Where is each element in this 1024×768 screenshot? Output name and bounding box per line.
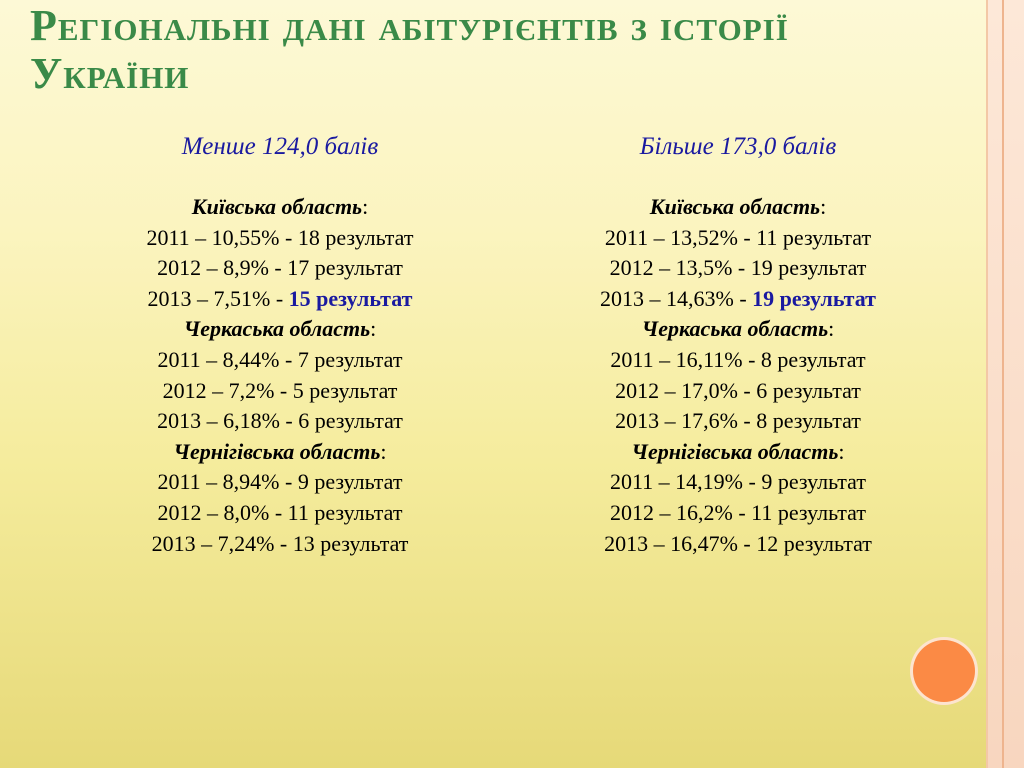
region-name: Черкаська область xyxy=(641,316,829,342)
column-heading: Менше 124,0 балів xyxy=(181,133,379,160)
column-below-124 xyxy=(45,130,515,559)
stat-row: 2012 – 7,2% - 5 результат xyxy=(162,377,398,403)
stat-result: 5 результат xyxy=(292,377,398,403)
slide-side-border xyxy=(986,0,1024,768)
stat-row: 2013 – 6,18% - 6 результат xyxy=(157,408,403,434)
slide-title: Регіональні дані абітурієнтів з історії України xyxy=(30,1,789,98)
stat-row: 2013 – 14,63% - 19 результат xyxy=(600,285,876,311)
stat-percent: 16,2% xyxy=(675,499,733,525)
region-heading: Чернігівська область: xyxy=(173,438,387,464)
column-body xyxy=(503,192,973,559)
region-heading: Черкаська область: xyxy=(641,316,835,342)
stat-percent: 16,11% xyxy=(675,346,743,372)
region-name: Чернігівська область xyxy=(173,438,381,464)
stat-row: 2013 – 17,6% - 8 результат xyxy=(615,408,861,434)
column-above-173 xyxy=(503,130,973,559)
stat-result: 6 результат xyxy=(298,408,403,434)
stat-year: 2011 xyxy=(610,346,654,372)
region-heading: Київська область: xyxy=(191,194,369,219)
stat-result: 19 результат xyxy=(750,255,867,281)
stat-row: 2013 – 7,51% - 15 результат xyxy=(147,285,413,311)
stat-percent: 8,44% xyxy=(222,346,280,372)
stat-result: 11 результат xyxy=(751,499,866,525)
stat-row: 2013 – 16,47% - 12 результат xyxy=(604,530,872,556)
stat-year: 2013 xyxy=(151,530,196,556)
stat-row: 2012 – 8,0% - 11 результат xyxy=(157,499,403,525)
stat-row: 2011 – 16,11% - 8 результат xyxy=(610,346,866,372)
stat-year: 2011 xyxy=(604,224,649,250)
stat-row: 2012 – 13,5% - 19 результат xyxy=(609,255,867,281)
stat-row: 2012 – 8,9% - 17 результат xyxy=(157,255,403,281)
stat-percent: 7,51% xyxy=(213,285,271,311)
region-heading: Київська область: xyxy=(649,194,827,219)
stat-result: 8 результат xyxy=(756,408,861,434)
stat-result: 17 результат xyxy=(287,255,403,281)
stat-percent: 10,55% xyxy=(211,224,280,250)
stat-year: 2013 xyxy=(600,285,645,311)
stat-year: 2013 xyxy=(157,408,202,434)
stat-result: 9 результат xyxy=(297,469,403,495)
stat-row: 2011 – 10,55% - 18 результат xyxy=(146,224,414,250)
stat-percent: 17,6% xyxy=(681,408,738,434)
stat-year: 2012 xyxy=(615,377,660,403)
stat-result: 6 результат xyxy=(756,377,861,403)
stat-percent: 13,52% xyxy=(670,224,738,250)
stat-row: 2012 – 17,0% - 6 результат xyxy=(615,377,861,403)
stat-result: 18 результат xyxy=(297,224,414,250)
stat-percent: 8,0% xyxy=(223,499,270,525)
stat-year: 2013 xyxy=(147,285,192,311)
stat-result: 11 результат xyxy=(756,224,872,250)
stat-result: 9 результат xyxy=(761,469,866,495)
stat-row: 2011 – 14,19% - 9 результат xyxy=(609,469,866,495)
stat-result: 19 результат xyxy=(752,285,876,311)
region-name: Київська область xyxy=(191,194,363,219)
decorative-orange-circle xyxy=(913,640,975,702)
stat-year: 2012 xyxy=(609,255,654,281)
stat-percent: 6,18% xyxy=(223,408,280,434)
stat-percent: 7,2% xyxy=(228,377,275,403)
stat-year: 2012 xyxy=(609,499,654,525)
stat-percent: 17,0% xyxy=(681,377,738,403)
stat-percent: 7,24% xyxy=(217,530,275,556)
stat-row: 2011 – 8,94% - 9 результат xyxy=(157,469,403,495)
stat-year: 2011 xyxy=(157,346,201,372)
region-name: Черкаська область xyxy=(183,316,371,342)
stat-year: 2013 xyxy=(615,408,660,434)
stat-row: 2011 – 8,44% - 7 результат xyxy=(157,346,403,372)
stat-result: 7 результат xyxy=(297,346,403,372)
stat-year: 2011 xyxy=(146,224,190,250)
stat-result: 12 результат xyxy=(756,530,872,556)
stat-percent: 14,63% xyxy=(666,285,734,311)
stat-year: 2011 xyxy=(609,469,654,495)
stat-result: 15 результат xyxy=(288,285,413,311)
stat-percent: 13,5% xyxy=(675,255,733,281)
stat-year: 2012 xyxy=(162,377,207,403)
stat-percent: 14,19% xyxy=(675,469,743,495)
region-heading: Черкаська область: xyxy=(183,316,377,342)
stat-year: 2012 xyxy=(157,255,202,281)
stat-row: 2012 – 16,2% - 11 результат xyxy=(609,499,866,525)
column-heading: Більше 173,0 балів xyxy=(639,133,837,160)
column-body xyxy=(45,192,515,559)
region-name: Київська область xyxy=(649,194,821,219)
stat-result: 8 результат xyxy=(760,346,866,372)
stat-percent: 16,47% xyxy=(670,530,738,556)
stat-result: 11 результат xyxy=(287,499,403,525)
stat-year: 2011 xyxy=(157,469,201,495)
stat-percent: 8,94% xyxy=(222,469,280,495)
stat-result: 13 результат xyxy=(292,530,409,556)
stat-year: 2012 xyxy=(157,499,202,525)
region-heading: Чернігівська область: xyxy=(631,438,845,464)
stat-row: 2013 – 7,24% - 13 результат xyxy=(151,530,409,556)
stat-percent: 8,9% xyxy=(223,255,269,281)
region-name: Чернігівська область xyxy=(631,438,839,464)
stat-row: 2011 – 13,52% - 11 результат xyxy=(604,224,872,250)
stat-year: 2013 xyxy=(604,530,649,556)
